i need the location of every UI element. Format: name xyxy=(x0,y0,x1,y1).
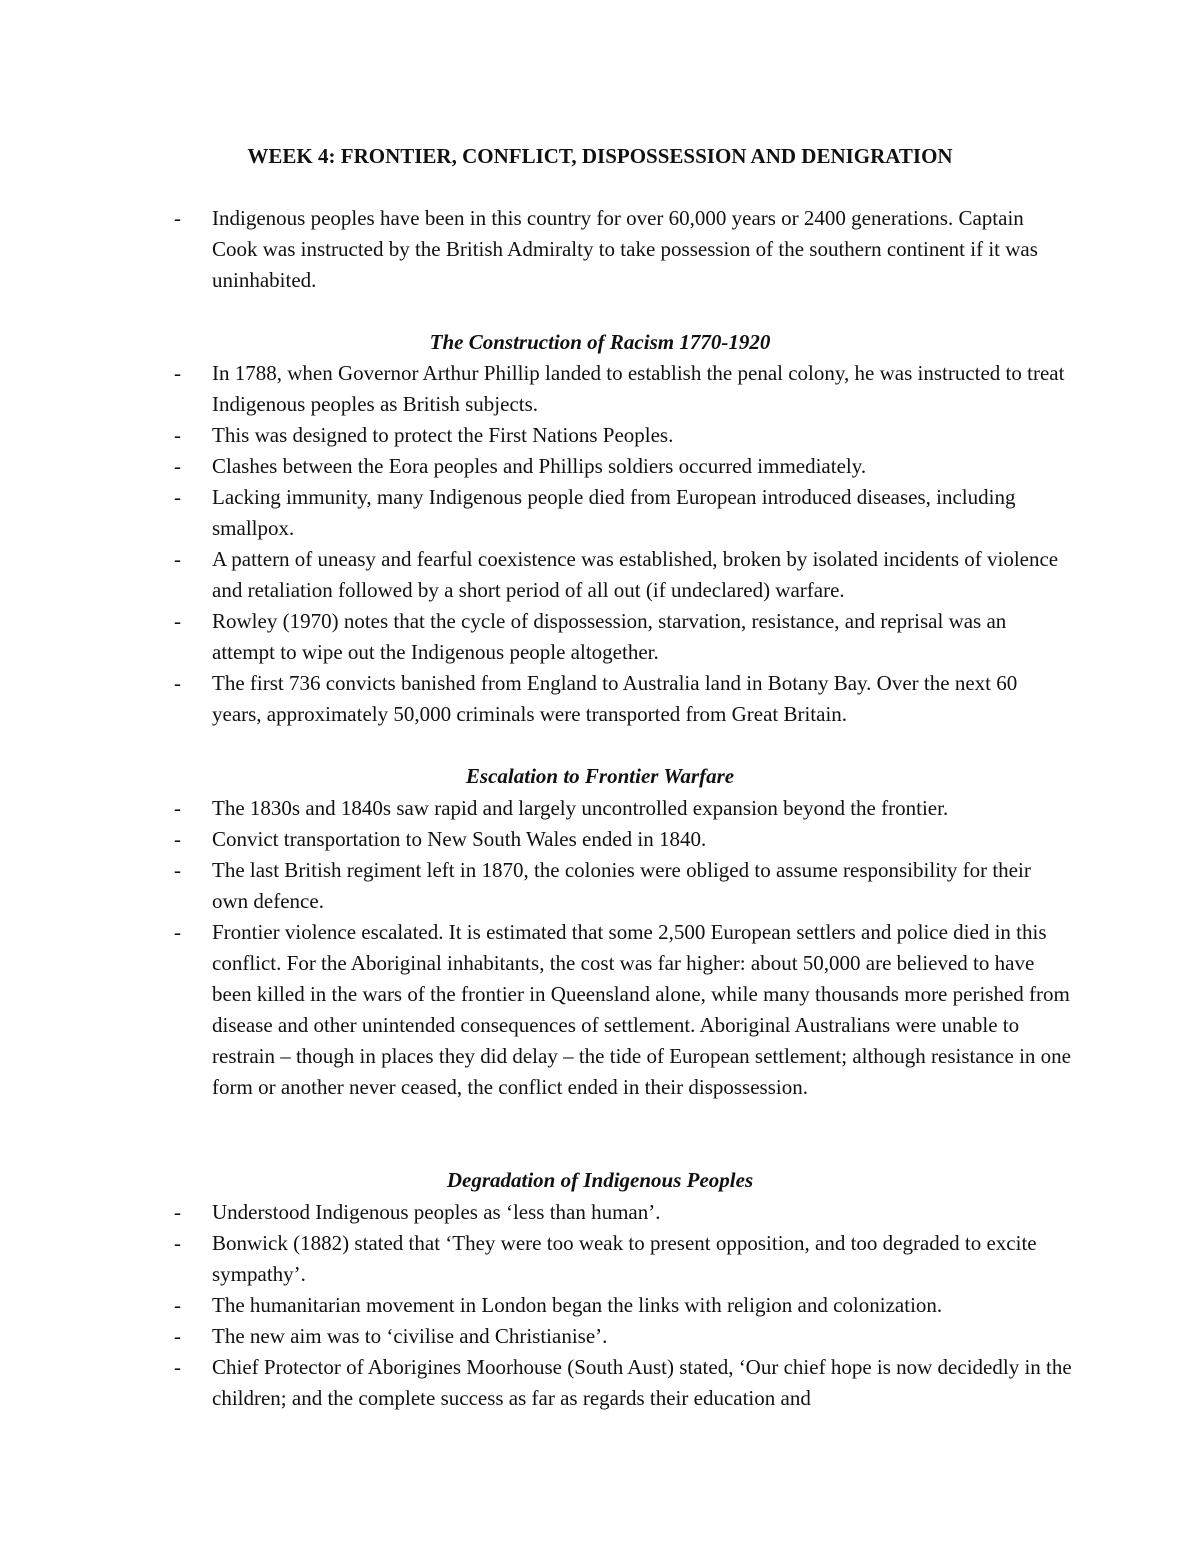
bullet-dash: - xyxy=(174,671,181,695)
section-heading: The Construction of Racism 1770-1920 xyxy=(429,330,771,354)
list-item-text: This was designed to protect the First Nations Peoples. xyxy=(212,423,674,447)
list-item-text: Clashes between the Eora peoples and Phillips soldiers occurred immediately. xyxy=(212,454,867,478)
bullet-dash: - xyxy=(174,827,181,851)
list-item-text: Rowley (1970) notes that the cycle of dispossession, starvation, resistance, and reprisal was an attempt to wipe out the Indigenous people altogether. xyxy=(212,609,1007,664)
section-heading: Escalation to Frontier Warfare xyxy=(465,764,735,788)
bullet-dash: - xyxy=(174,1293,181,1317)
bullet-dash: - xyxy=(174,796,181,820)
list-item xyxy=(0,482,1072,544)
list-item xyxy=(0,420,1072,451)
list-item-text: The first 736 convicts banished from England to Australia land in Botany Bay. Over the next 60 years, approximately 50,000 criminals were transported from Great Britain. xyxy=(212,671,1018,726)
section-list xyxy=(0,793,1200,1103)
bullet-dash: - xyxy=(174,423,181,447)
list-item-text: The humanitarian movement in London began the links with religion and colonization. xyxy=(212,1293,943,1317)
document-title: WEEK 4: FRONTIER, CONFLICT, DISPOSSESSION AND DENIGRATION xyxy=(247,144,953,168)
list-item xyxy=(0,824,1072,855)
section-heading: Degradation of Indigenous Peoples xyxy=(446,1168,754,1192)
list-item-text: The new aim was to ‘civilise and Christianise’. xyxy=(212,1324,608,1348)
list-item xyxy=(0,1290,1072,1321)
intro-list xyxy=(0,203,1200,296)
list-item-text: Frontier violence escalated. It is estimated that some 2,500 European settlers and police died in this conflict. For the Aboriginal inhabitants, the cost was far higher: about 50,000 are believed to have been killed in the wars of the frontier in Queensland alone, while many thousands more perished from disease and other unintended consequences of settlement. Aboriginal Australians were unable to restrain – though in places they did delay – the tide of European settlement; although resistance in one form or another never ceased, the conflict ended in their dispossession. xyxy=(212,920,1072,1099)
bullet-dash: - xyxy=(174,1231,181,1255)
list-item-text: Chief Protector of Aborigines Moorhouse (South Aust) stated, ‘Our chief hope is now decidedly in the children; and the complete success as far as regards their education and xyxy=(212,1355,1072,1410)
list-item xyxy=(0,917,1072,1103)
bullet-dash: - xyxy=(174,547,181,571)
bullet-dash: - xyxy=(174,858,181,882)
list-item xyxy=(0,855,1072,917)
section-list xyxy=(0,358,1200,730)
bullet-dash: - xyxy=(174,361,181,385)
list-item xyxy=(0,1352,1072,1414)
bullet-dash: - xyxy=(174,206,181,230)
list-item-text: A pattern of uneasy and fearful coexistence was established, broken by isolated incidents of violence and retaliation followed by a short period of all out (if undeclared) warfare. xyxy=(212,547,1059,602)
bullet-dash: - xyxy=(174,1355,181,1379)
list-item xyxy=(0,668,1072,730)
section-list xyxy=(0,1197,1200,1414)
list-item-text: Bonwick (1882) stated that ‘They were too weak to present opposition, and too degraded to excite sympathy’. xyxy=(212,1231,1037,1286)
list-item xyxy=(0,606,1072,668)
list-item-text: Understood Indigenous peoples as ‘less than human’. xyxy=(212,1200,661,1224)
bullet-dash: - xyxy=(174,920,181,944)
list-item-text: The last British regiment left in 1870, the colonies were obliged to assume responsibility for their own defence. xyxy=(212,858,1031,913)
list-item xyxy=(0,793,1072,824)
list-item xyxy=(0,1321,1072,1352)
bullet-dash: - xyxy=(174,485,181,509)
list-item xyxy=(0,1228,1072,1290)
bullet-dash: - xyxy=(174,1324,181,1348)
list-item xyxy=(0,451,1072,482)
list-item-text: Lacking immunity, many Indigenous people died from European introduced diseases, including smallpox. xyxy=(212,485,1016,540)
list-item xyxy=(0,544,1072,606)
list-item-text: Convict transportation to New South Wales ended in 1840. xyxy=(212,827,707,851)
list-item xyxy=(0,358,1072,420)
list-item xyxy=(0,1197,1072,1228)
list-item-text: Indigenous peoples have been in this country for over 60,000 years or 2400 generations. Captain Cook was instructed by the British Admiralty to take possession of the southern continent if it was uninhabited. xyxy=(212,206,1038,292)
list-item-text: In 1788, when Governor Arthur Phillip landed to establish the penal colony, he was instructed to treat Indigenous peoples as British subjects. xyxy=(212,361,1065,416)
list-item xyxy=(0,203,1072,296)
bullet-dash: - xyxy=(174,454,181,478)
bullet-dash: - xyxy=(174,1200,181,1224)
list-item-text: The 1830s and 1840s saw rapid and largely uncontrolled expansion beyond the frontier. xyxy=(212,796,949,820)
bullet-dash: - xyxy=(174,609,181,633)
